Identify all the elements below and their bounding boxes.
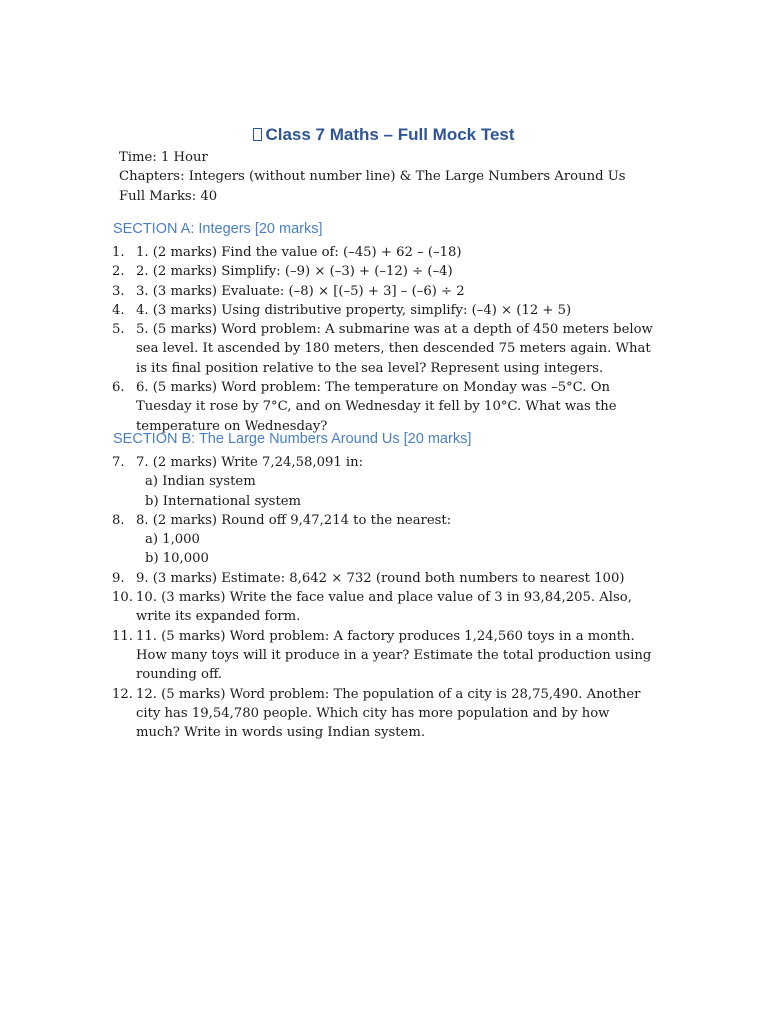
question-item — [0, 453, 656, 511]
question-number: 7. — [112, 455, 125, 470]
sub-question: b) 10,000 — [145, 551, 209, 567]
question-item — [0, 378, 656, 436]
time-line: Time: 1 Hour — [119, 150, 208, 165]
sub-question: a) 1,000 — [145, 532, 200, 548]
section-a-questions — [0, 243, 768, 436]
question-text: 9. (3 marks) Estimate: 8,642 × 732 (round both numbers to nearest 100) — [136, 570, 625, 586]
page-title — [0, 124, 768, 146]
question-item — [0, 627, 656, 685]
question-number: 2. — [112, 264, 125, 280]
section-b-questions — [0, 453, 768, 742]
question-text: 6. (5 marks) Word problem: The temperature on Monday was –5°C. On Tuesday it rose by 7°C, and on Wednesday it fell by 10°C. What was the temperature on Wednesday? — [136, 380, 617, 434]
chapters-line: Chapters: Integers (without number line) & The Large Numbers Around Us — [119, 169, 626, 185]
question-item — [0, 685, 656, 743]
question-number: 8. — [112, 512, 125, 528]
question-number: 5. — [112, 322, 125, 338]
question-number: 1. — [112, 245, 125, 260]
sub-question: a) Indian system — [145, 474, 256, 490]
section-b-heading: SECTION B: The Large Numbers Around Us [20 marks] — [113, 431, 472, 447]
question-item — [0, 243, 656, 262]
question-text: 4. (3 marks) Using distributive property, simplify: (–4) × (12 + 5) — [136, 302, 572, 318]
section-a-heading: SECTION A: Integers [20 marks] — [113, 221, 323, 237]
question-item — [0, 262, 656, 281]
question-text: 5. (5 marks) Word problem: A submarine was at a depth of 450 meters below sea level. It ascended by 180 meters, then descended 75 meters again. What is its final position relative to the sea level? Represent using integers. — [136, 322, 653, 376]
question-item — [0, 320, 656, 378]
question-number: 11. — [112, 628, 133, 644]
question-text: 12. (5 marks) Word problem: The population of a city is 28,75,490. Another city has 19,54,780 people. Which city has more population and by how much? Write in words using Indian system. — [136, 686, 641, 741]
question-number: 10. — [112, 590, 133, 606]
question-text: 7. (2 marks) Write 7,24,58,091 in: — [136, 455, 364, 470]
title-text: Class 7 Maths – Full Mock Test — [265, 125, 515, 144]
question-item — [0, 588, 656, 627]
question-number: 6. — [112, 380, 125, 396]
full-marks-line: Full Marks: 40 — [119, 188, 218, 204]
question-item — [0, 282, 656, 301]
question-item — [0, 301, 656, 320]
question-number: 9. — [112, 570, 125, 586]
sub-question: b) International system — [145, 493, 302, 509]
question-item — [0, 511, 656, 569]
question-text: 8. (2 marks) Round off 9,47,214 to the nearest: — [136, 512, 452, 528]
missing-glyph-icon — [253, 128, 262, 141]
question-text: 1. (2 marks) Find the value of: (–45) + 62 – (–18) — [136, 245, 462, 260]
question-number: 3. — [112, 283, 125, 299]
question-number: 12. — [112, 686, 133, 702]
test-info — [119, 148, 679, 206]
question-text: 3. (3 marks) Evaluate: (–8) × [(–5) + 3] – (–6) ÷ 2 — [136, 283, 465, 299]
question-number: 4. — [112, 302, 125, 318]
question-text: 11. (5 marks) Word problem: A factory produces 1,24,560 toys in a month. How many toys will it produce in a year? Estimate the total production using rounding off. — [136, 628, 652, 683]
question-item — [0, 569, 656, 588]
question-text: 2. (2 marks) Simplify: (–9) × (–3) + (–12) ÷ (–4) — [136, 264, 453, 280]
question-text: 10. (3 marks) Write the face value and place value of 3 in 93,84,205. Also, write its expanded form. — [136, 590, 632, 625]
